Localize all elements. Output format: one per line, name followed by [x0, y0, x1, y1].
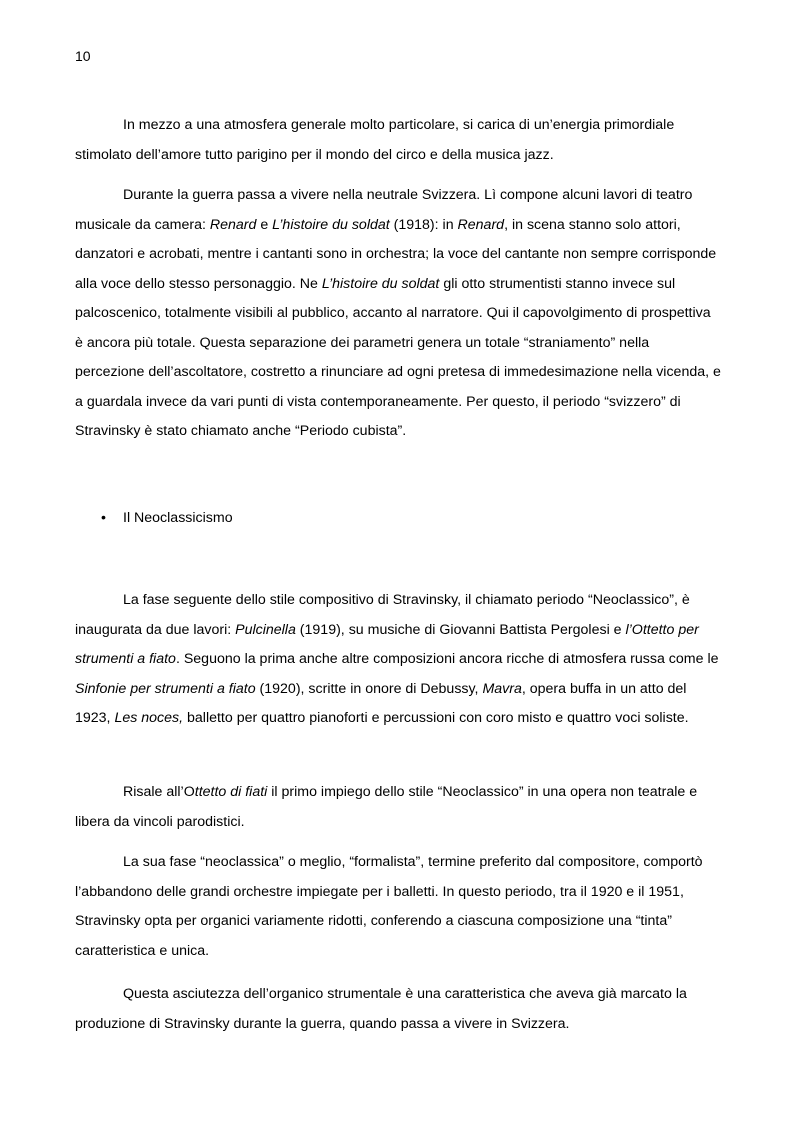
paragraph-text: In mezzo a una atmosfera generale molto particolare, si carica di un’energia primordiale stimolato dell’amore tutto parigino per il mondo del circo e della musica jazz.	[75, 117, 675, 163]
paragraph-formalist-phase	[75, 848, 721, 966]
paragraph-text: La sua fase “neoclassica” o meglio, “formalista”, termine preferito dal compositore, comportò l’abbandono delle grandi orchestre impiegate per i balletti. In questo periodo, tra il 1920 e il 1951, Stravinsky opta per organici variamente ridotti, conferendo a ciascuna composizione una “tinta” caratteristica e unica.	[75, 854, 703, 959]
section-heading	[101, 508, 233, 528]
bullet-icon: •	[101, 510, 106, 526]
paragraph-text: (1918): in	[389, 216, 458, 233]
page-number: 10	[75, 48, 91, 64]
paragraph-text: balletto per quattro pianoforti e percussioni con coro misto e quattro voci soliste.	[183, 710, 689, 726]
work-title-renard: Renard	[209, 216, 257, 233]
paragraph-text: il primo impiego dello stile “Neoclassico” in una opera non teatrale e libera da vincoli parodistici.	[75, 784, 698, 830]
paragraph-ottetto	[75, 778, 721, 837]
work-title-ottetto: l’Ottetto per strumenti a fiato	[75, 621, 699, 667]
paragraph-circus-jazz	[75, 111, 721, 170]
paragraph-text: Durante la guerra passa a vivere nella neutrale Svizzera. Lì compone alcuni lavori di teatro musicale da camera:	[75, 187, 693, 233]
work-title-renard: Renard	[457, 216, 505, 233]
work-title-histoire-du-soldat: L’histoire du soldat	[321, 275, 440, 292]
work-title-sinfonie: Sinfonie per strumenti a fiato	[75, 680, 256, 697]
paragraph-text: , in scena stanno solo attori, danzatori e acrobati, mentre i cantanti sono in orchestra; la voce del cantante non sempre corrisponde alla voce dello stesso personaggio. Ne	[75, 216, 717, 292]
work-title-ottetto-di-fiati: ttetto di fiati	[194, 784, 268, 800]
paragraph-text: (1919), su musiche di Giovanni Battista Pergolesi e	[295, 621, 626, 638]
paragraph-text: . Seguono la prima anche altre composizioni ancora ricche di atmosfera russa come le	[175, 651, 719, 667]
paragraph-swiss-period	[75, 181, 721, 447]
paragraph-text: (1920), scritte in onore di Debussy,	[255, 680, 483, 697]
paragraph-text: Risale all’O	[123, 784, 195, 800]
paragraph-text: Questa asciutezza dell’organico strumentale è una caratteristica che aveva già marcato la produzione di Stravinsky durante la guerra, quando passa a vivere in Svizzera.	[75, 986, 687, 1032]
paragraph-text: e	[256, 216, 273, 233]
work-title-histoire-du-soldat: L’histoire du soldat	[272, 216, 390, 233]
paragraph-text: gli otto strumentisti stanno invece sul palcoscenico, totalmente visibili al pubblico, accanto al narratore. Qui il capovolgimento di prospettiva è ancora più totale. Questa separazione dei parametri genera un totale “straniamento” nella percezione dell’ascoltatore, costretto a rinunciare ad ogni pretesa di immedesimazione nella vicenda, e a guardala invece da vari punti di vista contemporaneamente. Per questo, il periodo “svizzero” di Stravinsky è stato chiamato anche “Periodo cubista”.	[75, 275, 721, 439]
paragraph-text: La fase seguente dello stile compositivo di Stravinsky, il chiamato periodo “Neoclassico”, è inaugurata da due lavori:	[75, 592, 690, 638]
section-heading-text: Il Neoclassicismo	[123, 510, 233, 526]
work-title-les-noces: Les noces,	[114, 710, 184, 726]
work-title-pulcinella: Pulcinella	[235, 621, 296, 638]
paragraph-text: , opera buffa in un atto del 1923,	[75, 680, 687, 726]
paragraph-instrumental-dryness	[75, 980, 721, 1039]
paragraph-neoclassic-phase	[75, 586, 721, 734]
work-title-mavra: Mavra	[482, 680, 522, 697]
